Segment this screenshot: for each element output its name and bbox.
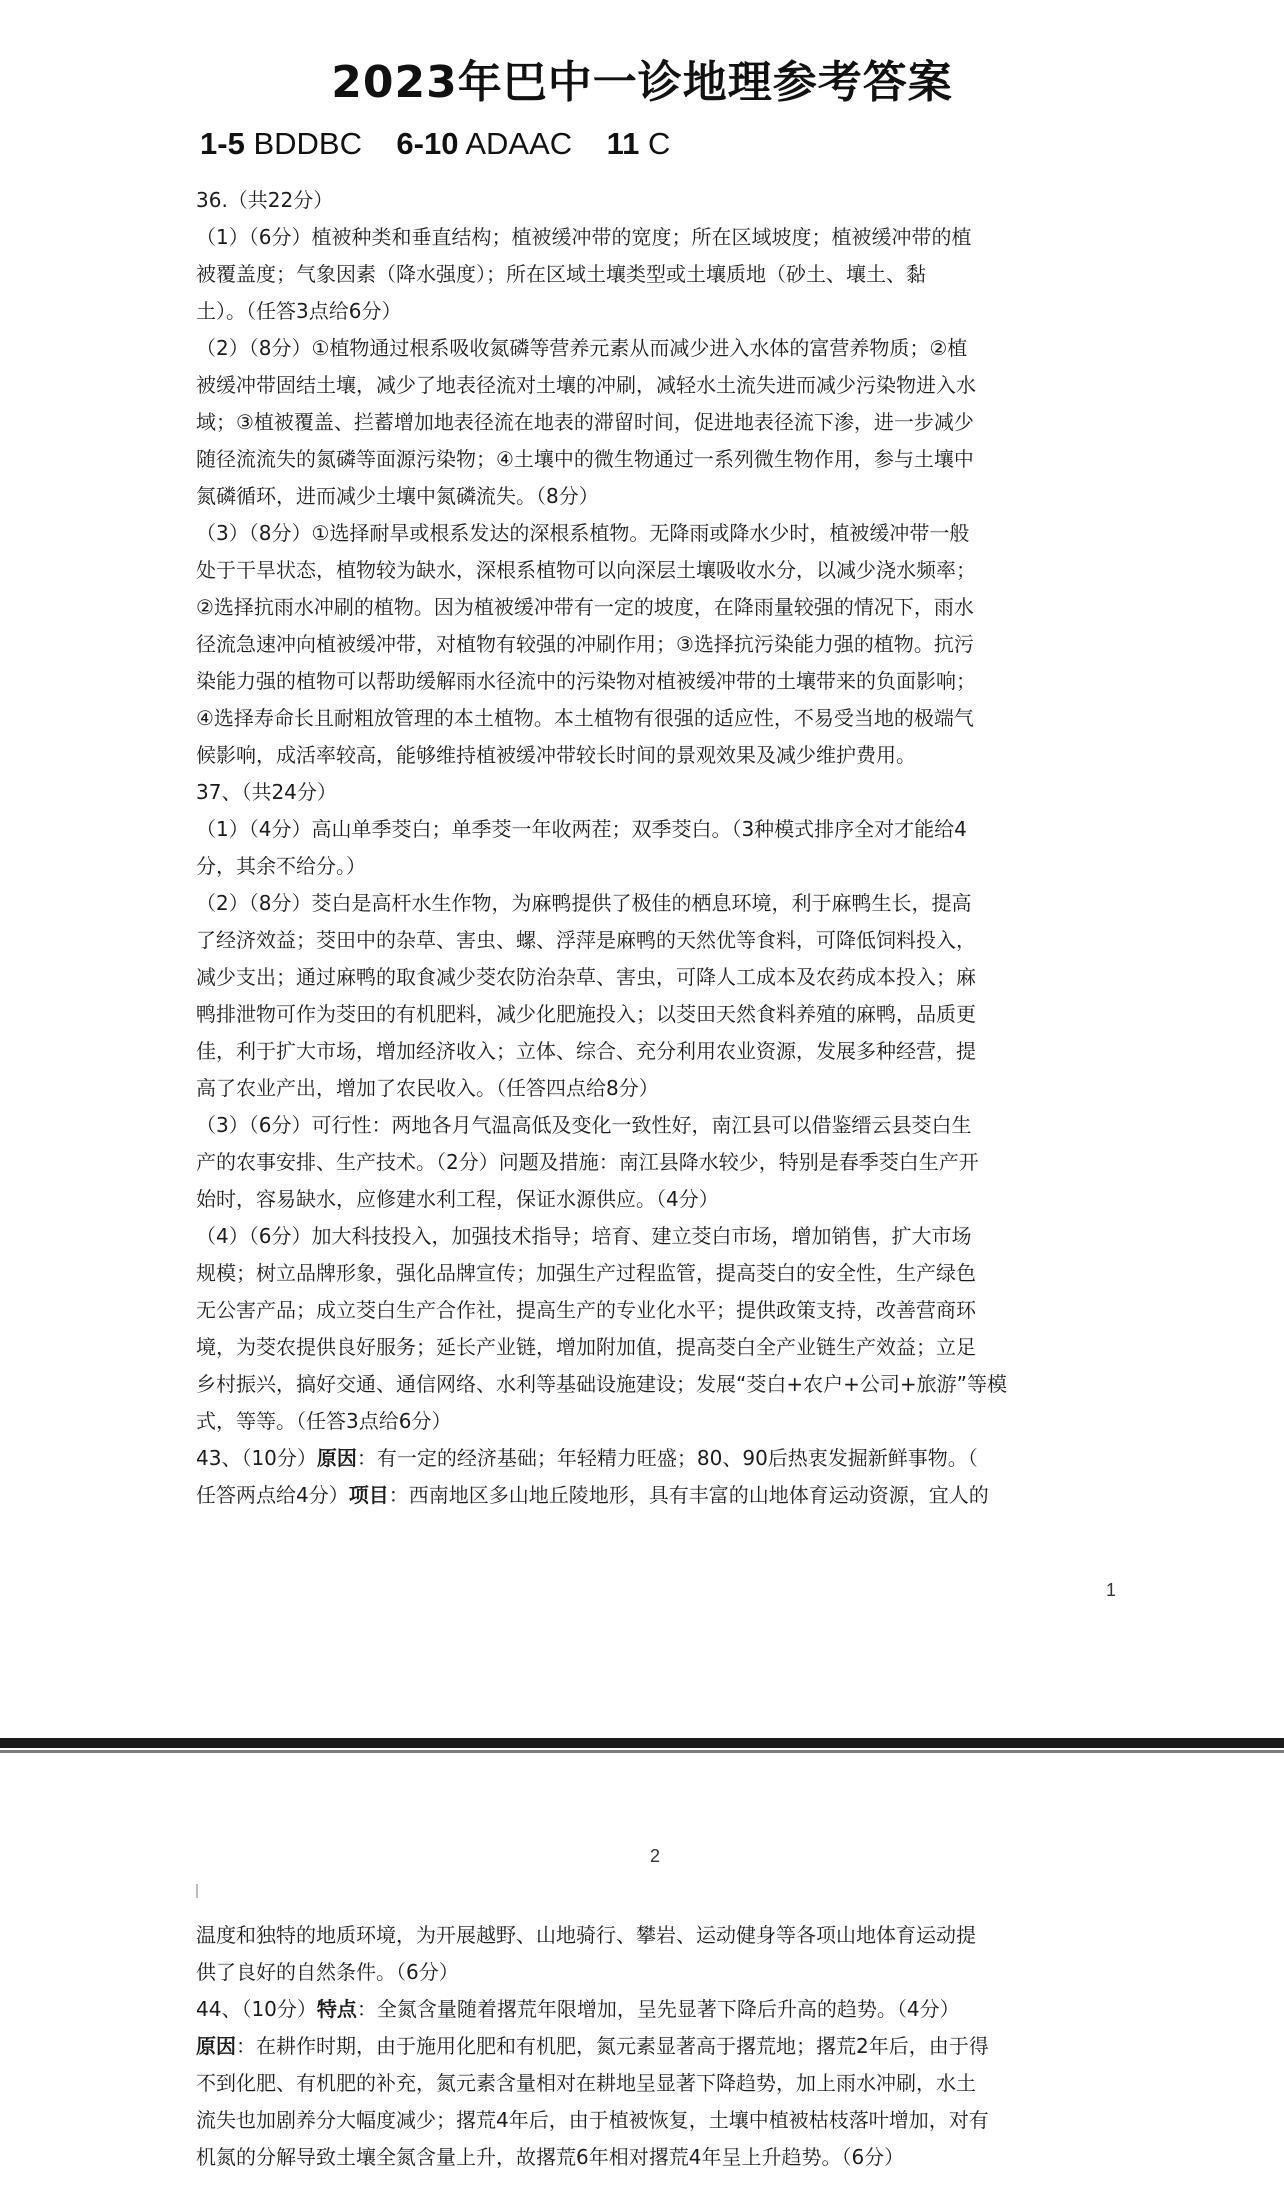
mc-group-2-label: 6-10 <box>396 126 459 161</box>
answer-line: 佳，利于扩大市场，增加经济收入；立体、综合、充分利用农业资源，发展多种经营，提 <box>196 1039 976 1063</box>
answer-line: 鸭排泄物可作为茭田的有机肥料，减少化肥施投入；以茭田天然食料养殖的麻鸭，品质更 <box>196 1002 976 1026</box>
answer-line: （2）（8分）茭白是高杆水生作物，为麻鸭提供了极佳的栖息环境，利于麻鸭生长，提高 <box>196 891 972 915</box>
scan-artifact <box>196 1884 198 1898</box>
answer-line: 乡村振兴，搞好交通、通信网络、水利等基础设施建设；发展“茭白+农户+公司+旅游”等模 <box>196 1372 1007 1396</box>
page-divider <box>0 1738 1284 1748</box>
q43-line-1: 43、（10分）原因：有一定的经济基础；年轻精力旺盛；80、90后热衷发掘新鲜事物。（ <box>196 1446 978 1470</box>
answer-line: （3）（6分）可行性：两地各月气温高低及变化一致性好，南江县可以借鉴缙云县茭白生 <box>196 1113 972 1137</box>
answer-line: 被缓冲带固结土壤，减少了地表径流对土壤的冲刷，减轻水土流失进而减少污染物进入水 <box>196 373 976 397</box>
answer-line: 处于干旱状态，植物较为缺水，深根系植物可以向深层土壤吸收水分，以减少浇水频率； <box>196 558 976 582</box>
answer-line: 产的农事安排、生产技术。（2分）问题及措施：南江县降水较少，特别是春季茭白生产开 <box>196 1150 979 1174</box>
mc-group-3-value: C <box>648 126 671 161</box>
answer-line: （1）（4分）高山单季茭白；单季茭一年收两茬；双季茭白。（3种模式排序全对才能给4 <box>196 817 967 841</box>
answer-line: 规模；树立品牌形象，强化品牌宣传；加强生产过程监管，提高茭白的安全性，生产绿色 <box>196 1261 976 1285</box>
q43-line-2: 任答两点给4分）项目：西南地区多山地丘陵地形，具有丰富的山地体育运动资源，宜人的 <box>196 1483 989 1507</box>
answer-line: 无公害产品；成立茭白生产合作社，提高生产的专业化水平；提供政策支持，改善营商环 <box>196 1298 976 1322</box>
q44-line-1: 44、（10分）特点：全氮含量随着撂荒年限增加，呈先显著下降后升高的趋势。（4分） <box>196 1997 960 2021</box>
q44-reason-keyword: 原因 <box>196 2034 236 2058</box>
answer-line: 候影响，成活率较高，能够维持植被缓冲带较长时间的景观效果及减少维护费用。 <box>196 743 916 767</box>
answer-line: ②选择抗雨水冲刷的植物。因为植被缓冲带有一定的坡度，在降雨量较强的情况下，雨水 <box>196 595 974 619</box>
answer-line: （4）（6分）加大科技投入，加强技术指导；培育、建立茭白市场，增加销售，扩大市场 <box>196 1224 972 1248</box>
answer-line: 土）。（任答3点给6分） <box>196 299 402 323</box>
multiple-choice-answers <box>200 126 670 162</box>
answer-line: 径流急速冲向植被缓冲带，对植物有较强的冲刷作用；③选择抗污染能力强的植物。抗污 <box>196 632 974 656</box>
answer-line: 随径流流失的氮磷等面源污染物；④土壤中的微生物通过一系列微生物作用，参与土壤中 <box>196 447 974 471</box>
q43-project-keyword: 项目 <box>348 1483 389 1507</box>
answer-line: 始时，容易缺水，应修建水利工程，保证水源供应。（4分） <box>196 1187 719 1211</box>
answer-line: 式，等等。（任答3点给6分） <box>196 1409 452 1433</box>
answer-line: （1）（6分）植被种类和垂直结构；植被缓冲带的宽度；所在区域坡度；植被缓冲带的植 <box>196 225 972 249</box>
q44-line-2: 原因：在耕作时期，由于施用化肥和有机肥，氮元素显著高于撂荒地；撂荒2年后，由于得 <box>196 2034 989 2058</box>
answer-line: 36.（共22分） <box>196 188 334 212</box>
answer-line: 温度和独特的地质环境，为开展越野、山地骑行、攀岩、运动健身等各项山地体育运动提 <box>196 1923 976 1947</box>
answer-line: （2）（8分）①植物通过根系吸收氮磷等营养元素从而减少进入水体的富营养物质；②植 <box>196 336 968 360</box>
mc-group-1-value: BDDBC <box>253 126 362 161</box>
page-title: 2023年巴中一诊地理参考答案 <box>331 57 953 108</box>
answer-line: 不到化肥、有机肥的补充，氮元素含量相对在耕地呈显著下降趋势，加上雨水冲刷，水土 <box>196 2071 976 2095</box>
answer-line: 减少支出；通过麻鸭的取食减少茭农防治杂草、害虫，可降人工成本及农药成本投入；麻 <box>196 965 976 989</box>
answer-line: 氮磷循环，进而减少土壤中氮磷流失。（8分） <box>196 484 599 508</box>
answer-line: 高了农业产出，增加了农民收入。（任答四点给8分） <box>196 1076 659 1100</box>
answer-line: 域；③植被覆盖、拦蓄增加地表径流在地表的滞留时间，促进地表径流下渗，进一步减少 <box>196 410 974 434</box>
q44-feature-keyword: 特点 <box>316 1997 357 2021</box>
answer-line: 流失也加剧养分大幅度减少；撂荒4年后，由于植被恢复，土壤中植被枯枝落叶增加，对有 <box>196 2108 989 2132</box>
answer-line: （3）（8分）①选择耐旱或根系发达的深根系植物。无降雨或降水少时，植被缓冲带一般 <box>196 521 970 545</box>
page-divider-shadow <box>0 1750 1284 1753</box>
answer-page-2 <box>0 1756 1284 2211</box>
mc-group-1-label: 1-5 <box>200 126 245 161</box>
answer-line: 被覆盖度；气象因素（降水强度）；所在区域土壤类型或土壤质地（砂土、壤土、黏 <box>196 262 926 286</box>
answer-line: 染能力强的植物可以帮助缓解雨水径流中的污染物对植被缓冲带的土壤带来的负面影响； <box>196 669 976 693</box>
answer-line: 机氮的分解导致土壤全氮含量上升，故撂荒6年相对撂荒4年呈上升趋势。（6分） <box>196 2145 905 2169</box>
answer-text-page-2 <box>196 1917 1116 2176</box>
answer-line: 分，其余不给分。） <box>196 854 366 878</box>
page-number: 2 <box>650 1846 661 1866</box>
answer-line: 境，为茭农提供良好服务；延长产业链，增加附加值，提高茭白全产业链生产效益；立足 <box>196 1335 976 1359</box>
answer-line: ④选择寿命长且耐粗放管理的本土植物。本土植物有很强的适应性，不易受当地的极端气 <box>196 706 974 730</box>
answer-text-page-1 <box>196 182 1116 1514</box>
q43-reason-keyword: 原因 <box>316 1446 357 1470</box>
mc-group-3-label: 11 <box>606 126 640 161</box>
answer-line: 供了良好的自然条件。（6分） <box>196 1960 459 1984</box>
mc-group-2-value: ADAAC <box>465 126 573 161</box>
answer-line: 37、（共24分） <box>196 780 337 804</box>
answer-line: 了经济效益；茭田中的杂草、害虫、螺、浮萍是麻鸭的天然优等食料，可降低饲料投入， <box>196 928 976 952</box>
page-number: 1 <box>1106 1580 1117 1600</box>
